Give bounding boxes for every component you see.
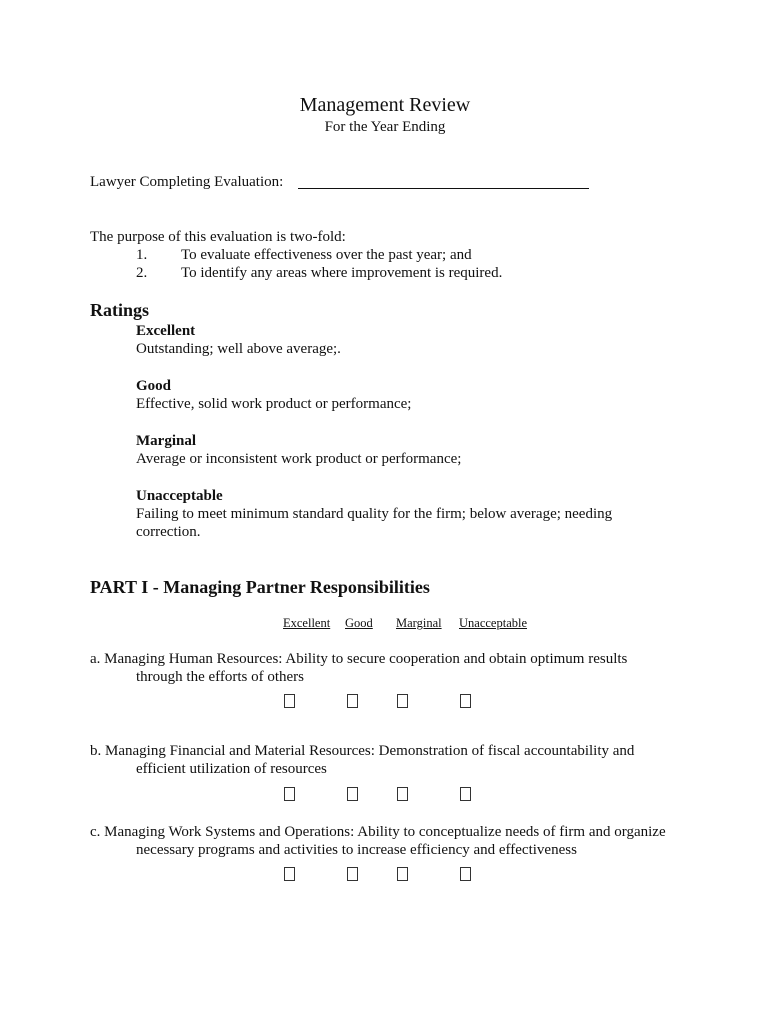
item-c-text-line-1: c. Managing Work Systems and Operations: Ability to conceptualize needs of firm and organize [90, 824, 666, 840]
item-b-text-line-1: b. Managing Financial and Material Resources: Demonstration of fiscal accountability and [90, 743, 635, 759]
document-subtitle: For the Year Ending [324, 119, 446, 135]
rating-unacceptable-desc-line-1: Failing to meet minimum standard quality for the firm; below average; needing [136, 506, 613, 522]
rating-unacceptable-name: Unacceptable [136, 488, 223, 504]
rating-good-desc: Effective, solid work product or performance; [136, 396, 412, 412]
rating-good-name: Good [136, 378, 172, 394]
item-a-text-line-1: a. Managing Human Resources: Ability to secure cooperation and obtain optimum results [90, 651, 628, 667]
purpose-item-2-text: To identify any areas where improvement is required. [181, 265, 503, 281]
part-1-heading: PART I - Managing Partner Responsibilities [90, 577, 430, 597]
item-c-good-checkbox[interactable] [347, 867, 358, 881]
lawyer-name-field[interactable] [298, 188, 589, 189]
rating-excellent-name: Excellent [136, 323, 196, 339]
rating-marginal-desc: Average or inconsistent work product or performance; [136, 451, 462, 467]
item-b-unacceptable-checkbox[interactable] [460, 787, 471, 801]
purpose-intro: The purpose of this evaluation is two-fold: [90, 229, 346, 245]
column-header-good: Good [345, 616, 373, 630]
item-b-text-line-2: efficient utilization of resources [136, 761, 327, 777]
item-a-excellent-checkbox[interactable] [284, 694, 295, 708]
rating-excellent-desc: Outstanding; well above average;. [136, 341, 341, 357]
rating-marginal-name: Marginal [136, 433, 196, 449]
item-a-unacceptable-checkbox[interactable] [460, 694, 471, 708]
purpose-item-1-number: 1. [136, 247, 148, 263]
ratings-heading: Ratings [90, 300, 150, 320]
column-header-excellent: Excellent [283, 616, 331, 630]
item-c-text-line-2: necessary programs and activities to increase efficiency and effectiveness [136, 842, 577, 858]
item-a-text-line-2: through the efforts of others [136, 669, 305, 685]
item-b-excellent-checkbox[interactable] [284, 787, 295, 801]
purpose-item-2-number: 2. [136, 265, 148, 281]
purpose-item-1-text: To evaluate effectiveness over the past year; and [181, 247, 472, 263]
item-c-excellent-checkbox[interactable] [284, 867, 295, 881]
document-title: Management Review [299, 94, 471, 116]
lawyer-field-label: Lawyer Completing Evaluation: [90, 174, 284, 190]
item-b-marginal-checkbox[interactable] [397, 787, 408, 801]
item-c-unacceptable-checkbox[interactable] [460, 867, 471, 881]
item-b-good-checkbox[interactable] [347, 787, 358, 801]
rating-unacceptable-desc-line-2: correction. [136, 524, 201, 540]
item-a-marginal-checkbox[interactable] [397, 694, 408, 708]
column-header-marginal: Marginal [396, 616, 442, 630]
item-a-good-checkbox[interactable] [347, 694, 358, 708]
item-c-marginal-checkbox[interactable] [397, 867, 408, 881]
column-header-unacceptable: Unacceptable [459, 616, 528, 630]
